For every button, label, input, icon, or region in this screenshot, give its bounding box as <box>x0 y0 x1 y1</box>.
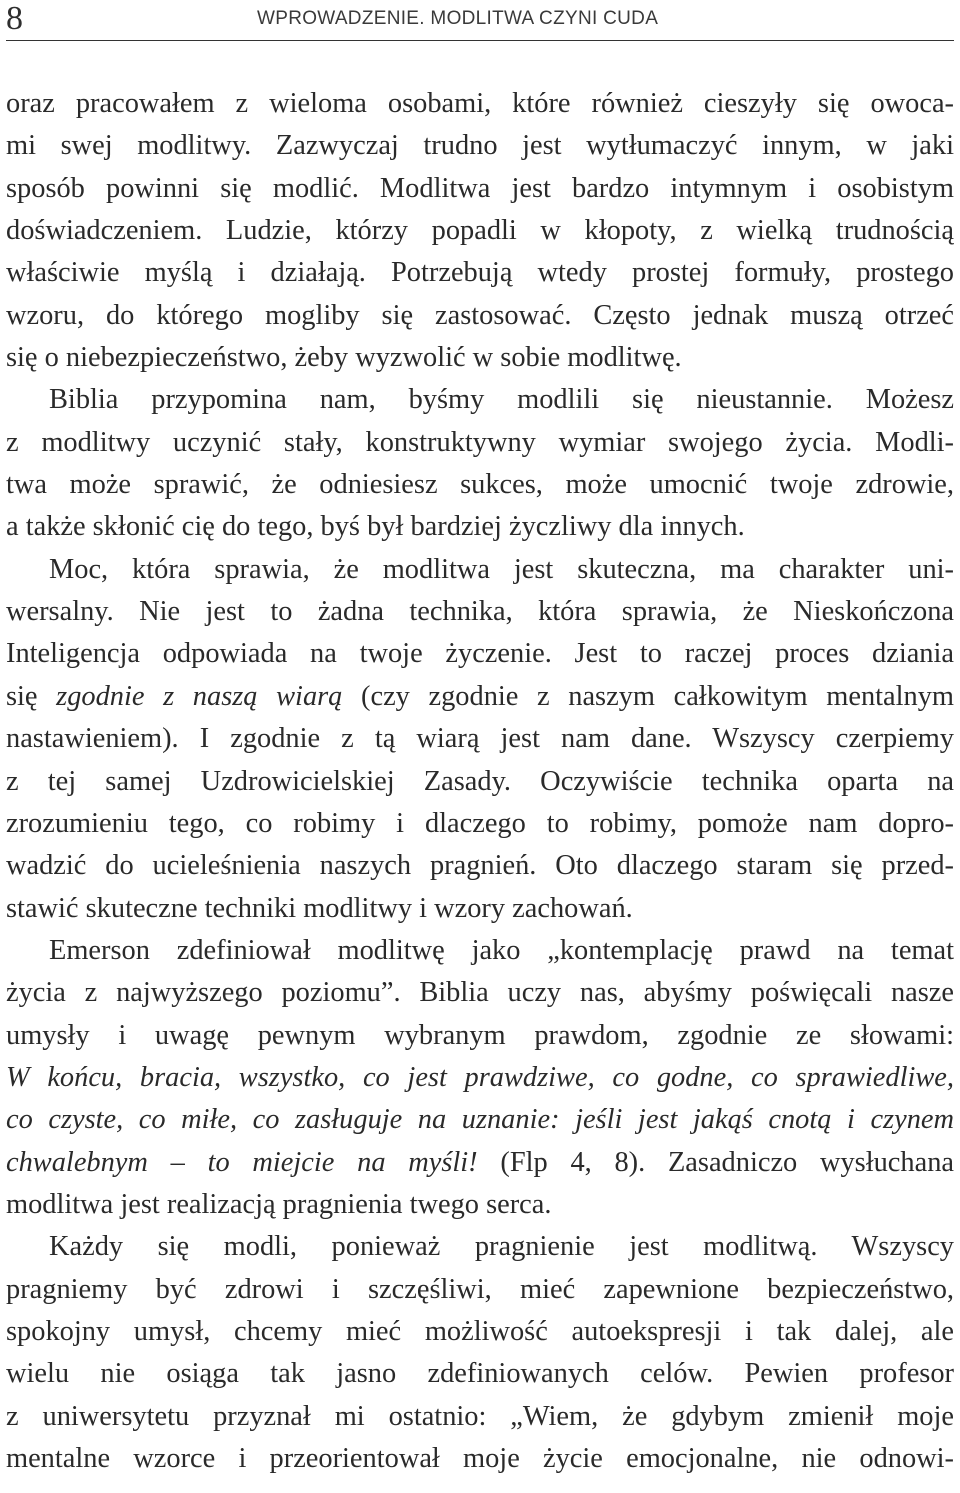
running-title: WPROWADZENIE. MODLITWA CZYNI CUDA <box>257 8 659 29</box>
text-segment: Moc, która sprawia, że modlitwa jest skuteczna, ma charakter uni- <box>49 553 954 585</box>
text-segment: mi swej modlitwy. Zazwyczaj trudno jest wytłumaczyć innym, w jaki <box>6 130 954 162</box>
text-line <box>6 1396 954 1438</box>
text-line <box>6 1269 954 1311</box>
text-segment: pragniemy być zdrowi i szczęśliwi, mieć zapewnione bezpieczeństwo, <box>6 1273 954 1305</box>
text-line <box>6 168 954 210</box>
text-line <box>6 252 954 294</box>
text-segment: sposób powinni się modlić. Modlitwa jest bardzo intymnym i osobistym <box>6 172 954 204</box>
text-line <box>6 379 954 421</box>
text-segment: wzoru, do którego mogliby się zastosować. Często jednak muszą otrzeć <box>6 299 954 331</box>
text-segment: wielu nie osiąga tak jasno zdefiniowanych celów. Pewien profesor <box>6 1358 954 1390</box>
text-segment: wersalny. Nie jest to żadna technika, która sprawia, że Nieskończona <box>6 596 954 628</box>
text-line <box>6 930 954 972</box>
text-line <box>6 761 954 803</box>
text-segment: z tej samej Uzdrowicielskiej Zasady. Oczywiście technika oparta na <box>6 765 954 797</box>
text-segment: spokojny umysł, chcemy mieć możliwość autoekspresji i tak dalej, ale <box>6 1315 954 1347</box>
text-segment: z uniwersytetu przyznał mi ostatnio: „Wiem, że gdybym zmienił moje <box>6 1400 954 1432</box>
text-segment: a także skłonić cię do tego, byś był bardziej życzliwy dla innych. <box>6 511 745 543</box>
text-line <box>6 1353 954 1395</box>
text-line <box>6 1226 954 1268</box>
text-line <box>6 1099 954 1141</box>
text-segment: modlitwa jest realizacją pragnienia twego serca. <box>6 1188 552 1220</box>
page-header <box>6 0 954 41</box>
text-line <box>6 676 954 718</box>
text-segment: z modlitwy uczynić stały, konstruktywny wymiar swojego życia. Modli- <box>6 426 954 458</box>
text-line <box>6 506 954 548</box>
text-segment: się <box>6 680 57 712</box>
text-line <box>6 549 954 591</box>
text-line <box>6 803 954 845</box>
text-line <box>6 1438 954 1480</box>
text-segment: Inteligencja odpowiada na twoje życzenie. Jest to raczej proces dziania <box>6 638 954 670</box>
text-segment: stawić skuteczne techniki modlitwy i wzory zachowań. <box>6 892 633 924</box>
text-segment: życia z najwyższego poziomu”. Biblia uczy nas, abyśmy poświęcali nasze <box>6 977 954 1009</box>
text-line <box>6 464 954 506</box>
italic-text: W końcu, bracia, wszystko, co jest prawdziwe, co godne, co sprawiedliwe, <box>6 1061 954 1093</box>
text-segment: doświadczeniem. Ludzie, którzy popadli w kłopoty, z wielką trudnością <box>6 215 954 247</box>
text-segment: twa może sprawić, że odniesiesz sukces, może umocnić twoje zdrowie, <box>6 469 954 501</box>
text-line <box>6 83 954 125</box>
text-line <box>6 295 954 337</box>
text-line <box>6 337 954 379</box>
text-segment: właściwie myślą i działają. Potrzebują wtedy prostej formuły, prostego <box>6 257 954 289</box>
text-line <box>6 1184 954 1226</box>
text-segment: oraz pracowałem z wieloma osobami, które również cieszyły się owoca- <box>6 88 954 119</box>
text-segment: nastawieniem). I zgodnie z tą wiarą jest nam dane. Wszyscy czerpiemy <box>6 723 954 755</box>
text-line <box>6 1057 954 1099</box>
text-line <box>6 718 954 760</box>
text-segment: Każdy się modli, ponieważ pragnienie jest modlitwą. Wszyscy <box>49 1231 954 1263</box>
text-line <box>6 888 954 930</box>
text-segment: umysły i uwagę pewnym wybranym prawdom, zgodnie ze słowami: <box>6 1019 954 1051</box>
text-line <box>6 210 954 252</box>
text-segment: (Flp 4, 8). Zasadniczo wysłuchana <box>477 1146 954 1178</box>
page-number: 8 <box>6 0 23 37</box>
text-line <box>6 591 954 633</box>
text-segment: się o niebezpieczeństwo, żeby wyzwolić w sobie modlitwę. <box>6 342 682 374</box>
text-segment: mentalne wzorce i przeorientował moje życie emocjonalne, nie odnowi- <box>6 1443 954 1474</box>
text-line <box>6 845 954 887</box>
text-line <box>6 1142 954 1184</box>
text-line <box>6 125 954 167</box>
text-segment: (czy zgodnie z naszym całkowitym mentalnym <box>342 680 954 712</box>
body-text <box>6 83 954 1480</box>
italic-text: co czyste, co miłe, co zasługuje na uznanie: jeśli jest jakąś cnotą i czynem <box>6 1104 954 1136</box>
text-line <box>6 422 954 464</box>
italic-text: chwalebnym – to miejcie na myśli! <box>6 1146 478 1178</box>
text-line <box>6 972 954 1014</box>
text-line <box>6 1015 954 1057</box>
text-segment: zrozumieniu tego, co robimy i dlaczego to robimy, pomoże nam dopro- <box>6 807 954 839</box>
text-segment: wadzić do ucieleśnienia naszych pragnień. Oto dlaczego staram się przed- <box>6 850 954 882</box>
text-line <box>6 633 954 675</box>
text-line <box>6 1311 954 1353</box>
italic-text: zgodnie z naszą wiarą <box>56 680 343 712</box>
text-segment: Biblia przypomina nam, byśmy modlili się nieustannie. Możesz <box>49 384 954 416</box>
text-segment: Emerson zdefiniował modlitwę jako „kontemplację prawd na temat <box>49 934 954 966</box>
